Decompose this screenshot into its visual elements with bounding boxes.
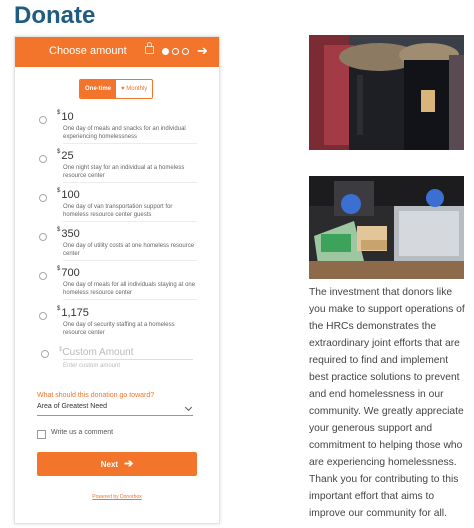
- volunteers-making-sandwiches-photo: [309, 176, 464, 279]
- widget-header-title: Choose amount: [49, 45, 127, 57]
- donated-clothing-photo: [309, 35, 464, 150]
- amount-value: $350: [57, 227, 80, 240]
- step-dot-3: [182, 48, 189, 55]
- amount-value: $700: [57, 266, 80, 279]
- step-dot-2: [172, 48, 179, 55]
- comment-checkbox-label: Write us a comment: [51, 429, 114, 436]
- amount-description: One night stay for an individual at a homeless resource center: [63, 165, 185, 179]
- divider: [63, 143, 197, 144]
- amount-value: $10: [57, 110, 74, 123]
- divider: [63, 260, 197, 261]
- divider: [63, 182, 197, 183]
- page-title: Donate: [14, 2, 96, 29]
- custom-amount-underline: [63, 359, 193, 360]
- amount-value: $1,175: [57, 306, 89, 319]
- lock-icon: [145, 46, 154, 54]
- amount-value: $100: [57, 188, 80, 201]
- amount-value: $25: [57, 149, 74, 162]
- divider: [63, 299, 197, 300]
- next-button[interactable]: [37, 452, 197, 476]
- radio-button[interactable]: [39, 272, 47, 280]
- divider: [63, 221, 197, 222]
- heart-icon: ♥: [121, 86, 125, 92]
- amount-description: One day of security staffing at a homeless resource center: [63, 322, 175, 336]
- radio-button[interactable]: [39, 233, 47, 241]
- radio-button[interactable]: [39, 194, 47, 202]
- custom-amount-hint: Enter custom amount: [63, 363, 121, 369]
- amount-description: One day of utility costs at one homeless resource center: [63, 243, 195, 257]
- monthly-label: Monthly: [126, 86, 148, 92]
- monthly-option[interactable]: [116, 80, 152, 98]
- custom-amount-radio[interactable]: [41, 350, 49, 358]
- amount-description: One day of van transportation support for homeless resource center guests: [63, 204, 173, 218]
- radio-button[interactable]: [39, 155, 47, 163]
- amount-description: One day of meals for all individuals staying at one homeless resource center: [63, 282, 196, 296]
- custom-amount-input[interactable]: $Custom Amount: [59, 347, 134, 358]
- one-time-option[interactable]: One-time: [80, 80, 116, 98]
- powered-by-link[interactable]: Powered by Donorbox: [92, 494, 142, 500]
- next-button-label: Next: [100, 460, 119, 469]
- amount-description: One day of meals and snacks for an individual experiencing homelessness: [63, 126, 186, 140]
- chevron-down-icon: [185, 404, 192, 411]
- arrow-right-icon[interactable]: ➔: [197, 43, 208, 58]
- comment-checkbox[interactable]: [37, 430, 46, 439]
- widget-header: [15, 37, 219, 67]
- step-dot-1: [162, 48, 169, 55]
- radio-button[interactable]: [39, 116, 47, 124]
- radio-button[interactable]: [39, 312, 47, 320]
- arrow-right-icon: ➔: [124, 458, 134, 470]
- designation-select[interactable]: [37, 403, 193, 416]
- designation-value: Area of Greatest Need: [37, 403, 108, 410]
- designation-question: What should this donation go toward?: [37, 392, 155, 399]
- donation-widget: [14, 36, 220, 524]
- article-paragraph: The investment that donors like you make to support operations of the HRCs demonstrates the extraordinary joint efforts that are required to find and implement best practice solutions to prevent and end homelessness in our community. We greatly appreciate your generous support and commitment to helping those who are experiencing homelessness. Thank you for contributing to this important effort that aims to improve our community for all.: [309, 287, 465, 519]
- frequency-toggle: [79, 79, 153, 99]
